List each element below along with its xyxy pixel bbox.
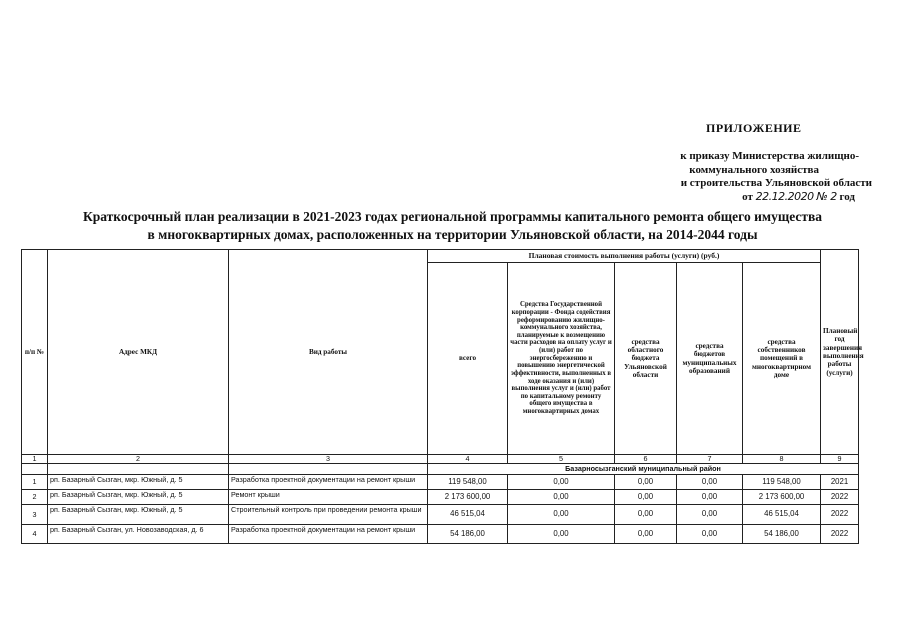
row-address: рп. Базарный Сызган, мкр. Южный, д. 5 <box>48 490 229 505</box>
row-municipal: 0,00 <box>677 475 743 490</box>
row-owners: 2 173 600,00 <box>743 490 821 505</box>
row-total: 2 173 600,00 <box>428 490 508 505</box>
handwritten-number: № 2 <box>816 190 837 203</box>
row-municipal: 0,00 <box>677 505 743 525</box>
column-number: 2 <box>48 455 229 464</box>
row-work-type: Разработка проектной документации на ремонт крыши <box>229 525 428 544</box>
row-owners: 54 186,00 <box>743 525 821 544</box>
document-title-line-2: в многоквартирных домах, расположенных на территории Ульяновской области, на 2014-2044 годы <box>147 227 758 242</box>
order-date-line <box>742 190 855 203</box>
row-owners: 46 515,04 <box>743 505 821 525</box>
row-year: 2021 <box>821 475 859 490</box>
row-total: 46 515,04 <box>428 505 508 525</box>
column-number: 7 <box>677 455 743 464</box>
row-index: 4 <box>22 525 48 544</box>
row-regional: 0,00 <box>615 525 677 544</box>
col-header-index: п/п № <box>22 250 48 455</box>
row-work-type: Ремонт крыши <box>229 490 428 505</box>
row-year: 2022 <box>821 505 859 525</box>
row-work-type: Строительный контроль при проведении ремонта крыши <box>229 505 428 525</box>
column-number: 8 <box>743 455 821 464</box>
row-regional: 0,00 <box>615 490 677 505</box>
row-fund: 0,00 <box>508 505 615 525</box>
row-regional: 0,00 <box>615 505 677 525</box>
row-fund: 0,00 <box>508 525 615 544</box>
row-regional: 0,00 <box>615 475 677 490</box>
column-number: 1 <box>22 455 48 464</box>
date-prefix: от <box>742 191 753 203</box>
col-header-cost-group: Плановая стоимость выполнения работы (услуги) (руб.) <box>428 250 821 263</box>
row-fund: 0,00 <box>508 490 615 505</box>
column-number: 6 <box>615 455 677 464</box>
table-row <box>22 490 859 505</box>
table-row <box>22 475 859 490</box>
row-address: рп. Базарный Сызган, мкр. Южный, д. 5 <box>48 505 229 525</box>
row-municipal: 0,00 <box>677 525 743 544</box>
row-index: 1 <box>22 475 48 490</box>
order-line-2: коммунального хозяйства <box>689 164 819 176</box>
row-year: 2022 <box>821 490 859 505</box>
col-header-work-type: Вид работы <box>229 250 428 455</box>
date-suffix: год <box>839 191 855 203</box>
column-number: 3 <box>229 455 428 464</box>
column-number: 4 <box>428 455 508 464</box>
order-line-1: к приказу Министерства жилищно- <box>680 150 859 162</box>
row-index: 3 <box>22 505 48 525</box>
capital-repair-plan-table <box>21 249 864 544</box>
col-header-fund: Средства Государственной корпорации - Фонда содействия реформированию жилищно-коммунального хозяйства, планируемые к возмещению части расходов на оплату услуг и (или) работ по энергосбережению и повышению энергетической эффективности, выполненных в ходе оказания и (или) выполнения услуг и (или) работ по капитальному ремонту общего имущества в многоквартирных домах <box>508 263 615 455</box>
district-row <box>22 464 859 475</box>
column-number: 9 <box>821 455 859 464</box>
row-owners: 119 548,00 <box>743 475 821 490</box>
district-name: Базарносызганский муниципальный район <box>428 464 859 475</box>
column-number-row <box>22 455 859 464</box>
col-header-total: всего <box>428 263 508 455</box>
order-line-3: и строительства Ульяновской области <box>680 177 872 189</box>
row-address: рп. Базарный Сызган, ул. Новозаводская, д. 6 <box>48 525 229 544</box>
row-index: 2 <box>22 490 48 505</box>
row-municipal: 0,00 <box>677 490 743 505</box>
handwritten-date: 22.12.2020 <box>755 190 814 203</box>
row-total: 54 186,00 <box>428 525 508 544</box>
col-header-year: Плановый год завершения выполнения работы (услуги) <box>821 250 859 455</box>
table-row <box>22 525 859 544</box>
row-year: 2022 <box>821 525 859 544</box>
table-row <box>22 505 859 525</box>
col-header-regional-budget: средства областного бюджета Ульяновской области <box>615 263 677 455</box>
document-title-line-1: Краткосрочный план реализации в 2021-2023 годах региональной программы капитального ремонта общего имущества <box>82 209 823 224</box>
row-address: рп. Базарный Сызган, мкр. Южный, д. 5 <box>48 475 229 490</box>
column-number: 5 <box>508 455 615 464</box>
col-header-address: Адрес МКД <box>48 250 229 455</box>
row-total: 119 548,00 <box>428 475 508 490</box>
col-header-owners-funds: средства собственников помещений в многоквартирном доме <box>743 263 821 455</box>
row-fund: 0,00 <box>508 475 615 490</box>
appendix-heading: ПРИЛОЖЕНИЕ <box>706 121 802 135</box>
col-header-municipal-budget: средства бюджетов муниципальных образований <box>677 263 743 455</box>
row-work-type: Разработка проектной документации на ремонт крыши <box>229 475 428 490</box>
